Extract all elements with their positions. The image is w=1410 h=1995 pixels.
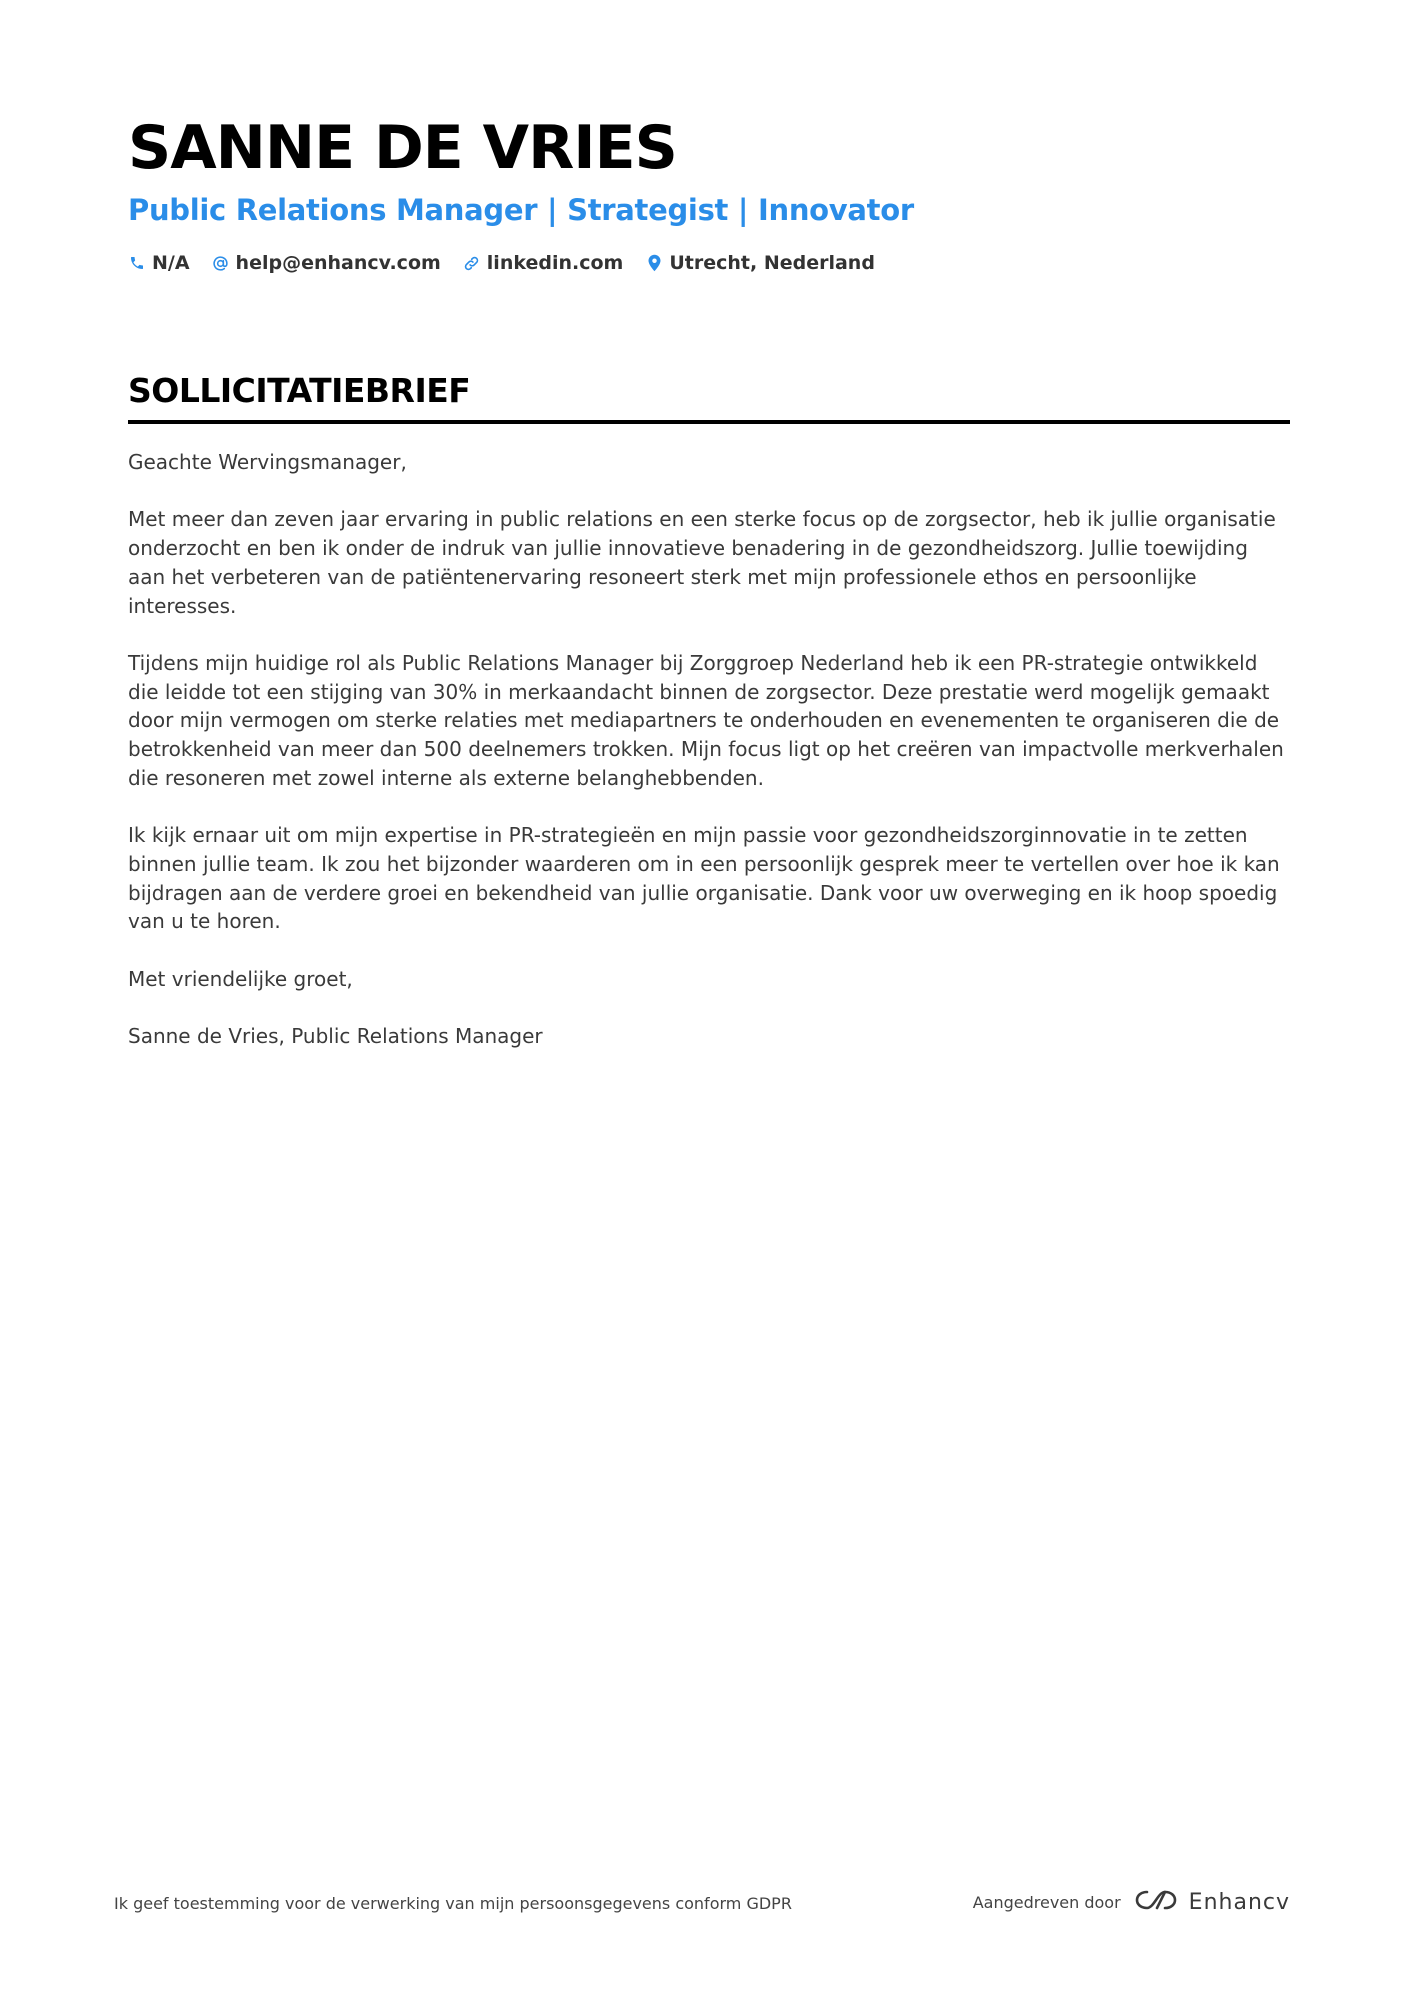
- powered-by-label: Aangedreven door: [972, 1892, 1121, 1912]
- contact-location: [645, 252, 875, 274]
- contact-email-text: help@enhancv.com: [235, 252, 441, 274]
- enhancv-logo-icon: [1133, 1886, 1189, 1918]
- section-divider: [128, 420, 1290, 424]
- letter-body: [128, 448, 1290, 1051]
- letter-paragraph: Ik kijk ernaar uit om mijn expertise in PR-strategieën en mijn passie voor gezondheidszorginnovatie in te zetten binnen jullie team. Ik zou het bijzonder waarderen om in een persoonlijk gesprek meer te vertellen over hoe ik kan bijdragen aan de verdere groei en bekendheid van jullie organisatie. Dank voor uw overweging en ik hoop spoedig van u te horen.: [128, 823, 1280, 934]
- brand-name: Enhancv: [1188, 1889, 1290, 1915]
- letter-signature: Sanne de Vries, Public Relations Manager: [128, 1023, 543, 1048]
- candidate-name: SANNE DE VRIES: [128, 113, 677, 183]
- contact-linkedin[interactable]: [463, 252, 624, 274]
- powered-by[interactable]: [973, 1886, 1290, 1918]
- contact-location-text: Utrecht, Nederland: [669, 252, 875, 274]
- phone-icon: [128, 254, 146, 272]
- gdpr-consent: Ik geef toestemming voor de verwerking van mijn persoonsgegevens conform GDPR: [114, 1894, 792, 1913]
- contact-phone: [128, 252, 190, 274]
- location-pin-icon: [645, 254, 663, 272]
- section-title: SOLLICITATIEBRIEF: [128, 371, 471, 410]
- link-icon: [463, 254, 481, 272]
- header: [128, 108, 1290, 278]
- contact-linkedin-text: linkedin.com: [486, 252, 624, 274]
- contact-phone-text: N/A: [152, 252, 190, 274]
- letter-paragraph: Met meer dan zeven jaar ervaring in public relations en een sterke focus op de zorgsector, heb ik jullie organisatie onderzocht en ben ik onder de indruk van jullie innovatieve benadering in de gezondheidszorg. Jullie toewijding aan het verbeteren van de patiëntenervaring resoneert sterk met mijn professionele ethos en persoonlijke interesses.: [128, 507, 1276, 618]
- letter-closing: Met vriendelijke groet,: [128, 966, 353, 991]
- contact-email[interactable]: [212, 252, 441, 274]
- candidate-title: Public Relations Manager | Strategist | Innovator: [128, 193, 914, 227]
- letter-paragraph: Tijdens mijn huidige rol als Public Relations Manager bij Zorggroep Nederland heb ik een PR-strategie ontwikkeld die leidde tot een stijging van 30% in merkaandacht binnen de zorgsector. Deze prestatie werd mogelijk gemaakt door mijn vermogen om sterke relaties met mediapartners te onderhouden en evenementen te organiseren die de betrokkenheid van meer dan 500 deelnemers trokken. Mijn focus ligt op het creëren van impactvolle merkverhalen die resoneren met zowel interne als externe belanghebbenden.: [128, 650, 1284, 790]
- contact-bar: [128, 248, 1290, 278]
- cover-letter-section: [128, 370, 1290, 1079]
- at-icon: [212, 254, 230, 272]
- letter-greeting: Geachte Wervingsmanager,: [128, 450, 407, 474]
